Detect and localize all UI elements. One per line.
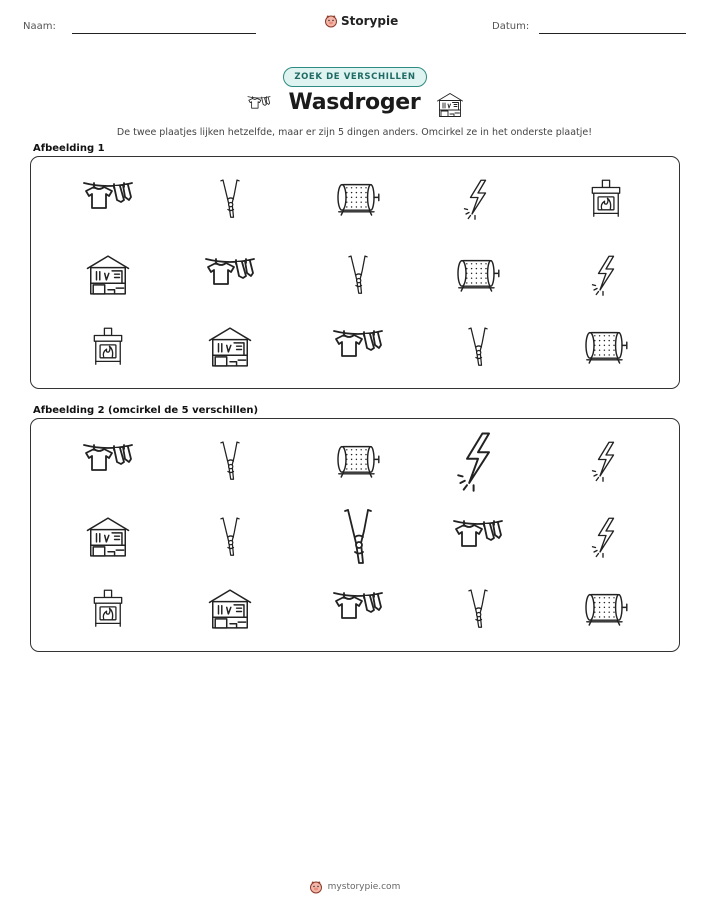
grid-cell[interactable] bbox=[313, 164, 403, 234]
grid-cell[interactable] bbox=[63, 426, 153, 496]
clothesline-icon bbox=[330, 321, 386, 373]
drum-icon bbox=[582, 588, 630, 630]
clothespin-icon bbox=[216, 439, 244, 483]
laundry-room-icon bbox=[207, 325, 253, 369]
brand-name: Storypie bbox=[341, 14, 399, 28]
lightning-icon bbox=[463, 178, 493, 220]
grid-cell[interactable] bbox=[63, 312, 153, 382]
section2-label: Afbeelding 2 (omcirkel de 5 verschillen) bbox=[33, 405, 259, 416]
clothespin-icon bbox=[344, 253, 372, 297]
pig-mascot-icon bbox=[309, 880, 323, 894]
clothespin-icon bbox=[216, 515, 244, 559]
clothesline-icon bbox=[330, 583, 386, 635]
grid-cell[interactable] bbox=[185, 426, 275, 496]
instructions: De twee plaatjes lijken hetzelfde, maar er zijn 5 dingen anders. Omcirkel ze in het onderste plaatje! bbox=[116, 127, 593, 138]
laundry-room-icon bbox=[207, 587, 253, 631]
grid-cell[interactable] bbox=[185, 312, 275, 382]
footer bbox=[0, 880, 709, 894]
lightning-icon bbox=[591, 440, 621, 482]
grid-cell[interactable] bbox=[561, 240, 651, 310]
picture2-panel bbox=[30, 418, 680, 652]
drum-icon bbox=[454, 254, 502, 296]
clothespin-large-icon bbox=[338, 505, 378, 569]
grid-cell[interactable] bbox=[185, 574, 275, 644]
grid-cell[interactable] bbox=[63, 240, 153, 310]
grid-cell[interactable] bbox=[561, 312, 651, 382]
title-row bbox=[0, 90, 709, 115]
grid-cell[interactable] bbox=[313, 426, 403, 496]
section1-label: Afbeelding 1 bbox=[33, 143, 105, 154]
grid-cell[interactable] bbox=[313, 574, 403, 644]
grid-cell[interactable] bbox=[433, 312, 523, 382]
clothesline-icon bbox=[450, 511, 506, 563]
clothespin-icon bbox=[464, 587, 492, 631]
name-line[interactable] bbox=[72, 33, 256, 34]
grid-cell[interactable] bbox=[313, 312, 403, 382]
footer-url: mystorypie.com bbox=[327, 882, 401, 892]
pig-mascot-icon bbox=[324, 14, 338, 28]
grid-cell[interactable] bbox=[561, 426, 651, 496]
grid-cell[interactable] bbox=[561, 574, 651, 644]
lightning-icon bbox=[591, 516, 621, 558]
clothesline-icon bbox=[80, 173, 136, 225]
date-line[interactable] bbox=[539, 33, 686, 34]
lightning-icon bbox=[591, 254, 621, 296]
lightning-large-icon bbox=[456, 429, 500, 493]
clothesline-icon bbox=[244, 92, 274, 116]
laundry-room-icon bbox=[85, 515, 131, 559]
stove-icon bbox=[90, 326, 126, 368]
date-label: Datum: bbox=[492, 21, 530, 32]
clothespin-icon bbox=[216, 177, 244, 221]
grid-cell[interactable] bbox=[63, 164, 153, 234]
clothesline-icon bbox=[80, 435, 136, 487]
grid-cell[interactable] bbox=[185, 240, 275, 310]
grid-cell[interactable] bbox=[313, 502, 403, 572]
laundry-room-icon bbox=[85, 253, 131, 297]
laundry-room-icon bbox=[436, 92, 464, 118]
grid-cell[interactable] bbox=[433, 240, 523, 310]
grid-cell[interactable] bbox=[313, 240, 403, 310]
drum-icon bbox=[334, 440, 382, 482]
clothesline-icon bbox=[202, 249, 258, 301]
stove-icon bbox=[90, 588, 126, 630]
brand-logo bbox=[324, 14, 398, 28]
picture1-panel bbox=[30, 156, 680, 389]
grid-cell[interactable] bbox=[185, 502, 275, 572]
grid-cell[interactable] bbox=[433, 164, 523, 234]
stove-icon bbox=[588, 178, 624, 220]
grid-cell[interactable] bbox=[63, 502, 153, 572]
find-differences-badge: ZOEK DE VERSCHILLEN bbox=[283, 67, 427, 87]
grid-cell[interactable] bbox=[433, 574, 523, 644]
grid-cell[interactable] bbox=[561, 502, 651, 572]
page-title: Wasdroger bbox=[288, 90, 421, 115]
grid-cell[interactable] bbox=[561, 164, 651, 234]
grid-cell[interactable] bbox=[63, 574, 153, 644]
drum-icon bbox=[582, 326, 630, 368]
clothespin-icon bbox=[464, 325, 492, 369]
grid-cell[interactable] bbox=[433, 426, 523, 496]
name-label: Naam: bbox=[23, 21, 56, 32]
grid-cell[interactable] bbox=[433, 502, 523, 572]
drum-icon bbox=[334, 178, 382, 220]
grid-cell[interactable] bbox=[185, 164, 275, 234]
